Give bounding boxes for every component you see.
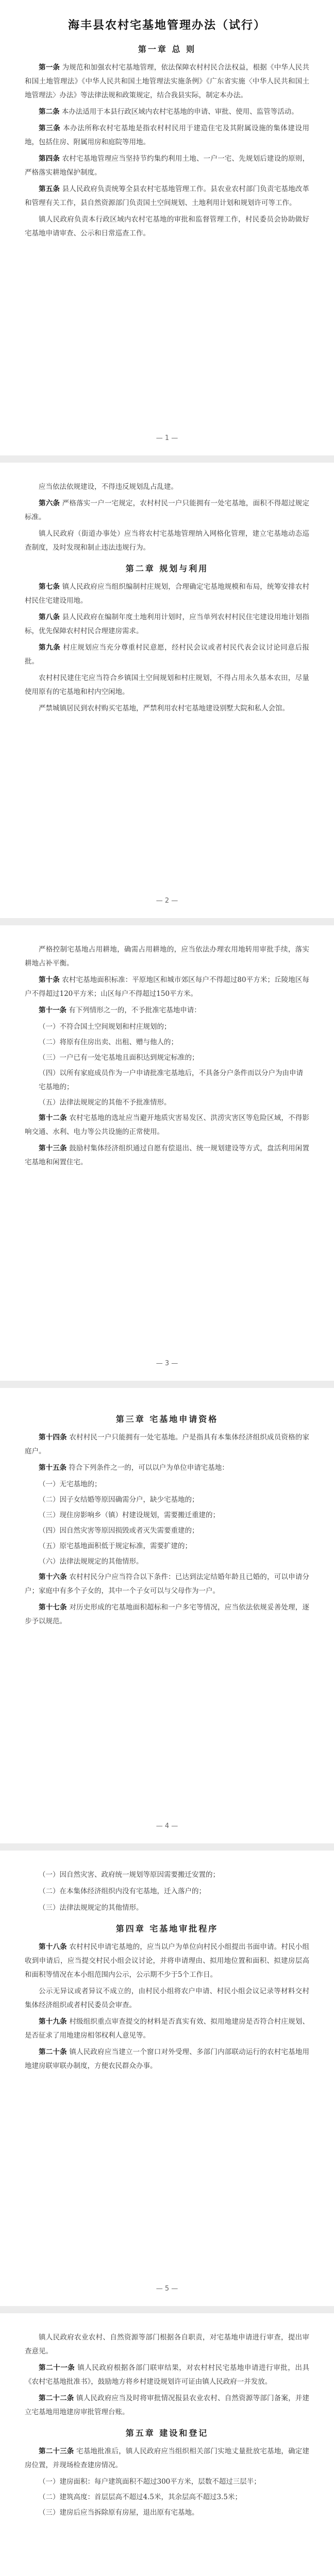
article-text: 严禁城镇居民到农村购买宅基地，严禁利用农村宅基地建设别墅大院和私人会馆。 — [39, 704, 289, 713]
article-text: 镇人民政府负责本行政区域内农村宅基地的审批和监督管理工作，村民委员会协助做好宅基地申请审查、公示和日常巡查工作。 — [25, 215, 309, 238]
article-paragraph — [25, 671, 309, 699]
article-text: 鼓励村集体经济组织通过自愿有偿退出、统一规划建设等方式，盘活利用闲置宅基地和闲置住宅。 — [25, 1144, 310, 1166]
article-number: 第一条 — [39, 63, 60, 72]
article-paragraph — [25, 2045, 309, 2073]
article-paragraph — [25, 702, 309, 716]
article-paragraph — [25, 1601, 309, 1629]
article-text: 农村宅基地管理应当坚持节约集约利用土地、一户一宅、先规划后建设的原则，严格落实耕地保护制度。 — [25, 155, 310, 177]
article-text: 本办法所称农村宅基地是指农村村民用于建造住宅及其附属设施的集体建设用地，包括住房、附属用房和庭院等用地。 — [25, 124, 310, 146]
article-text: 农村宅基地的选址应当避开地质灾害易发区、洪涝灾害区等危险区域，不得影响交通、水利、电力等公共设施的正常使用。 — [25, 1114, 310, 1136]
article-text: 公示无异议或者异议不成立的，由村民小组将农户申请、村民小组会议记录等材料交村集体经济组织或者村民委员会审查。 — [25, 1987, 309, 2009]
article-paragraph — [25, 1985, 309, 2012]
page-number: — 4 — — [156, 1822, 178, 1830]
article-text: 县人民政府负责统筹全县农村宅基地管理工作。县农业农村部门负责宅基地改革和管理有关工作，县自然资源部门负责国土空间规划、土地利用计划和规划许可等工作。 — [25, 185, 310, 207]
article-paragraph — [25, 2392, 309, 2419]
article-paragraph — [25, 213, 309, 241]
article-paragraph — [25, 973, 309, 1001]
article-number: 第十三条 — [39, 1144, 67, 1153]
page-separator — [0, 455, 334, 463]
article-number: 第十五条 — [39, 1464, 66, 1472]
article-number: 第二条 — [39, 108, 60, 116]
page-body — [25, 43, 309, 241]
article-text: 镇人民政府应当建立一个窗口对外受理、多部门内部联动运行的农村宅基地用地建房联审联办制度，方便农民群众办事。 — [25, 2048, 310, 2070]
article-paragraph — [25, 2445, 309, 2472]
article-text: 严格控制宅基地占用耕地，确需占用耕地的，应当依法办理农用地转用审批手续，落实耕地占补平衡。 — [25, 945, 309, 968]
article-paragraph — [25, 641, 309, 669]
article-text: 村庄规划应当充分尊重村民意愿，经村民会议或者村民代表会议讨论同意后报批。 — [25, 643, 310, 666]
document-page-4 — [0, 1388, 334, 1843]
article-number: 第二十三条 — [39, 2447, 74, 2455]
list-item: （六）法律法规规定的其他情形。 — [39, 1557, 143, 1566]
article-paragraph — [25, 497, 309, 524]
page-separator — [0, 918, 334, 925]
page-separator — [0, 2306, 334, 2313]
article-paragraph — [25, 1940, 309, 1982]
page-body — [25, 2331, 309, 2520]
article-paragraph — [25, 2331, 309, 2359]
article-number: 第十九条 — [39, 2018, 67, 2026]
article-text: 有下列情形之一的，不予批准宅基地申请： — [69, 1006, 201, 1014]
page-number: — 2 — — [156, 897, 178, 905]
list-item: （二）将原有住房出卖、出租、赠与他人的； — [39, 1038, 178, 1046]
article-paragraph — [25, 1570, 309, 1598]
article-paragraph — [25, 122, 309, 149]
article-paragraph — [25, 105, 309, 119]
document-page-5 — [0, 1851, 334, 2306]
article-paragraph — [25, 527, 309, 555]
list-item: （五）法律法规规定的其他不予批准情形。 — [39, 1098, 171, 1107]
article-paragraph — [25, 61, 309, 103]
article-text: 县人民政府在编制年度土地利用计划时，应当单列农村村民住宅建设用地计划指标，优先保障农村村民合理建房需求。 — [25, 613, 310, 635]
chapter-heading: 第二章 规划与利用 — [125, 564, 209, 573]
article-number: 第二十二条 — [39, 2394, 74, 2402]
page-body — [25, 943, 309, 1170]
article-text: 镇人民政府应当组织编制村庄规划，合理确定宅基地规模和布局，统筹安排农村村民住宅建设用地。 — [25, 583, 310, 605]
article-text: 严格落实一户一宅规定，农村村民一户只能拥有一处宅基地，面积不得超过规定标准。 — [25, 499, 310, 521]
article-number: 第二十一条 — [39, 2364, 75, 2372]
list-item: （五）原宅基地面积低于规定标准，需要扩建的； — [39, 1542, 192, 1550]
article-paragraph — [25, 611, 309, 638]
article-paragraph — [25, 1004, 309, 1018]
article-text: 农村村民申请宅基地的，应当以户为单位向村民小组提出书面申请。村民小组收到申请后，应当提交村民小组会议讨论，并将申请理由、拟用地位置和面积、拟建房层高和面积等情况在本小组范围内公示，公示期不少于5个工作日。 — [25, 1943, 310, 1979]
list-item: （二）建筑高度：首层层高不超过4.5米，其余层高不超过3.5米； — [39, 2493, 242, 2501]
chapter-heading: 第三章 宅基地申请资格 — [115, 1414, 219, 1424]
document-page-6 — [0, 2313, 334, 2576]
article-text: 为规范和加强农村宅基地管理，依法保障农村村民合法权益，根据《中华人民共和国土地管理法》《中华人民共和国土地管理法实施条例》《广东省实施〈中华人民共和国土地管理法〉办法》等法律法规和政策规定，结合我县实际，制定本办法。 — [25, 63, 310, 99]
list-item: （二）因子女结婚等原因确需分户，缺少宅基地的； — [39, 1496, 199, 1504]
article-number: 第十六条 — [39, 1573, 67, 1581]
article-number: 第十二条 — [39, 1114, 67, 1122]
list-item: （三）建房后应当拆除原有房屋，退出原有宅基地。 — [39, 2509, 199, 2517]
article-text: 镇人民政府根据各部门联审结果，对农村村民宅基地申请进行审批，出具《农村宅基地批准书》，鼓励地方将乡村建设规划许可证由镇人民政府一并发放。 — [25, 2364, 310, 2386]
article-paragraph — [25, 182, 309, 210]
article-paragraph — [25, 1868, 309, 1882]
page-number: — 1 — — [156, 434, 178, 442]
page-number: — 5 — — [156, 2285, 178, 2293]
page-body — [25, 1868, 309, 2073]
document-title: 海丰县农村宅基地管理办法（试行） — [68, 19, 266, 32]
article-number: 第十一条 — [39, 1006, 66, 1014]
article-text: 农村村民分户应当符合以下条件：已达到法定结婚年龄且已婚的，可以申请分户；家庭中有多个子女的，其中一个子女可以与父母作为一户。 — [25, 1573, 310, 1595]
article-number: 第十四条 — [39, 1433, 67, 1442]
page-body — [25, 1413, 309, 1629]
article-text: （二）在本集体经济组织内没有宅基地，迁入落户的； — [39, 1887, 206, 1895]
article-paragraph — [25, 943, 309, 971]
article-text: 农村宅基地面积标准：平原地区和城市郊区每户不得超过80平方米；丘陵地区每户不得超过120平方米；山区每户不得超过150平方米。 — [25, 976, 310, 998]
article-text: 镇人民政府（街道办事处）应当将农村宅基地管理纳入网格化管理，建立宅基地动态巡查制度，及时发现和制止违法违规行为。 — [25, 530, 309, 552]
chapter-heading: 第一章 总 则 — [138, 44, 196, 54]
article-number: 第八条 — [39, 613, 60, 621]
article-paragraph — [25, 1142, 309, 1170]
article-paragraph — [25, 480, 309, 494]
article-text: 符合下列条件之一的，可以以户为单位申请宅基地： — [69, 1464, 229, 1472]
article-paragraph — [25, 580, 309, 608]
article-paragraph — [25, 1461, 309, 1475]
page-separator — [0, 1843, 334, 1851]
article-paragraph — [25, 1885, 309, 1899]
list-item: （一）不符合国土空间规划和村庄规划的； — [39, 1023, 171, 1031]
chapter-heading: 第四章 宅基地审批程序 — [115, 1924, 219, 1934]
article-text: 宅基地批准后，镇人民政府应当组织相关部门实地丈量批放宅基地，确定建房位置，并现场检查建房情况。 — [25, 2447, 310, 2469]
article-number: 第十七条 — [39, 1603, 67, 1612]
article-text: 应当依法依规建设，不得违反规划乱占乱建。 — [39, 483, 178, 491]
article-paragraph — [25, 1111, 309, 1139]
article-text: 对历史形成的宅基地面积超标和一户多宅等情况，应当依法依规妥善处理，逐步予以规范。 — [25, 1603, 310, 1625]
article-text: （三）法律法规规定的其他情形。 — [39, 1904, 143, 1912]
article-paragraph — [25, 2361, 309, 2389]
article-text: （一）因自然灾害、政府统一规划等原因需要搬迁安置的； — [39, 1871, 220, 1879]
article-number: 第七条 — [39, 583, 60, 591]
article-text: 村级组织重点审查提交的材料是否真实有效、拟用地建房是否符合村庄规划、是否征求了用地建房相邻权利人意见等。 — [25, 2018, 310, 2040]
list-item: （四）因自然灾害等原因损毁或者灭失需要重建的； — [39, 1527, 199, 1535]
list-item: （三）一户已有一处宅基地且面积达到规定标准的； — [39, 1054, 199, 1062]
article-text: 镇人民政府农业农村、自然资源等部门根据各自职责，对宅基地申请进行审查，提出审查意见。 — [25, 2333, 309, 2355]
page-separator — [0, 1381, 334, 1388]
list-item: （一）无宅基地的； — [39, 1480, 102, 1488]
article-text: 农村村民建住宅应当符合乡镇国土空间规划和村庄规划，不得占用永久基本农田，尽量使用原有的宅基地和村内空闲地。 — [25, 674, 309, 696]
article-paragraph — [25, 1431, 309, 1459]
article-number: 第二十条 — [39, 2048, 67, 2056]
document-page-3 — [0, 925, 334, 1381]
article-number: 第五条 — [39, 185, 60, 193]
list-item: （三）现住房影响乡（镇）村建设规划，需要搬迁重建的； — [39, 1511, 220, 1519]
page-body — [25, 480, 309, 716]
article-number: 第十条 — [39, 976, 60, 984]
article-number: 第四条 — [39, 155, 60, 163]
article-number: 第三条 — [39, 124, 61, 132]
article-paragraph — [25, 2015, 309, 2043]
article-text: 本办法适用于本县行政区域内农村宅基地的申请、审批、使用、监管等活动。 — [61, 108, 298, 116]
article-number: 第六条 — [39, 499, 60, 507]
article-number: 第九条 — [39, 643, 61, 652]
article-number: 第十八条 — [39, 1943, 67, 1951]
chapter-heading: 第五章 建设和登记 — [125, 2428, 209, 2438]
article-paragraph — [25, 152, 309, 180]
article-paragraph — [25, 1901, 309, 1915]
page-number: — 3 — — [156, 1360, 178, 1367]
list-item: （一）建房面积：每户建筑面积不超过300平方米，层数不超过三层半； — [39, 2478, 261, 2486]
document-page-2 — [0, 463, 334, 918]
document-page-1 — [0, 0, 334, 455]
article-text: 镇人民政府应当及时将审批情况报县农业农村、自然资源等部门备案，并建立宅基地用地建房审批管理台账。 — [25, 2394, 310, 2416]
list-item: （四）以所有家庭成员作为一户申请批准宅基地后，不具备分户条件而以分户为由申请宅基地的； — [39, 1069, 303, 1091]
article-text: 农村村民一户只能拥有一处宅基地。户是指具有本集体经济组织成员资格的家庭户。 — [25, 1433, 310, 1455]
